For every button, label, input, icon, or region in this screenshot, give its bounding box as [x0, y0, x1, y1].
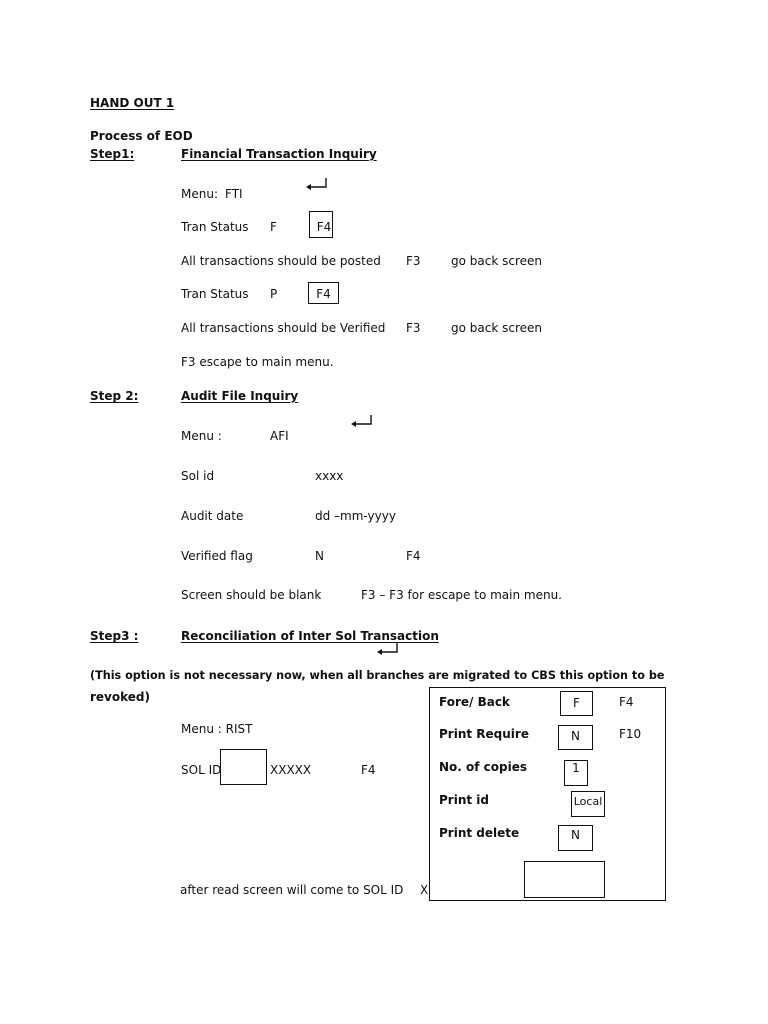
fore-back-label: Fore/ Back: [439, 695, 510, 709]
step3-sol-label: SOL ID: [181, 763, 222, 777]
step3-sol-value: XXXXX: [270, 763, 312, 777]
step1-menu-label: Menu:: [181, 187, 218, 201]
enter-arrow-icon: [376, 642, 400, 656]
f4-key-label: F4: [316, 287, 331, 301]
step2-sol-value: xxxx: [315, 469, 344, 483]
copies-value: 1: [572, 761, 580, 775]
print-require-label: Print Require: [439, 727, 529, 741]
step1-f3-key: F3: [406, 254, 421, 268]
step1-tran-status-label-2: Tran Status: [181, 287, 249, 301]
fore-back-key: F4: [619, 695, 634, 709]
step3-note-line1: (This option is not necessary now, when all branches are migrated to CBS this option to be: [90, 669, 665, 682]
print-submit-box[interactable]: [524, 861, 605, 898]
print-require-key: F10: [619, 727, 642, 741]
step1-menu-value: FTI: [225, 187, 243, 201]
enter-arrow-icon: [350, 414, 374, 428]
step3-after-read: after read screen will come to SOL ID: [180, 883, 404, 897]
step1-tran-status-value-2: P: [270, 287, 278, 301]
step2-heading: Audit File Inquiry: [181, 389, 299, 403]
step2-blank-label: Screen should be blank: [181, 588, 322, 602]
step1-tran-status-value: F: [270, 220, 277, 234]
step3-sol-key: F4: [361, 763, 376, 777]
step1-escape-text: F3 escape to main menu.: [181, 355, 334, 369]
step1-f3-key-2: F3: [406, 321, 421, 335]
print-id-value: Local: [573, 795, 603, 808]
print-delete-value: N: [571, 828, 580, 842]
print-delete-label: Print delete: [439, 826, 520, 840]
step2-menu-value: AFI: [270, 429, 289, 443]
step3-label: Step3 :: [90, 629, 139, 643]
sol-id-input-box[interactable]: [220, 749, 267, 785]
step2-flag-label: Verified flag: [181, 549, 253, 563]
step2-date-value: dd –mm-yyyy: [315, 509, 396, 523]
step3-heading: Reconciliation of Inter Sol Transaction: [181, 629, 439, 643]
step3-after-read-trail: X: [420, 883, 429, 897]
step1-heading: Financial Transaction Inquiry: [181, 147, 377, 161]
print-require-value: N: [571, 729, 580, 743]
step1-go-back: go back screen: [451, 254, 542, 268]
step1-posted-text: All transactions should be posted: [181, 254, 381, 268]
step1-tran-status-label: Tran Status: [181, 220, 249, 234]
print-id-label: Print id: [439, 793, 489, 807]
enter-arrow-icon: [305, 177, 329, 191]
fore-back-value: F: [573, 696, 580, 710]
step2-date-label: Audit date: [181, 509, 244, 523]
step3-note-line2: revoked): [90, 690, 150, 704]
handout-title: HAND OUT 1: [90, 96, 175, 110]
step1-verified-text: All transactions should be Verified: [181, 321, 386, 335]
process-title: Process of EOD: [90, 129, 193, 143]
step2-label: Step 2:: [90, 389, 139, 403]
step2-menu-label: Menu :: [181, 429, 222, 443]
step2-flag-key: F4: [406, 549, 421, 563]
step2-flag-value: N: [315, 549, 324, 563]
step1-go-back-2: go back screen: [451, 321, 542, 335]
step2-blank-value: F3 – F3 for escape to main menu.: [361, 588, 562, 602]
f4-key-label: F4: [316, 220, 332, 234]
step3-menu-label: Menu : RIST: [181, 722, 253, 736]
step1-label: Step1:: [90, 147, 135, 161]
step2-sol-label: Sol id: [181, 469, 215, 483]
copies-label: No. of copies: [439, 760, 528, 774]
